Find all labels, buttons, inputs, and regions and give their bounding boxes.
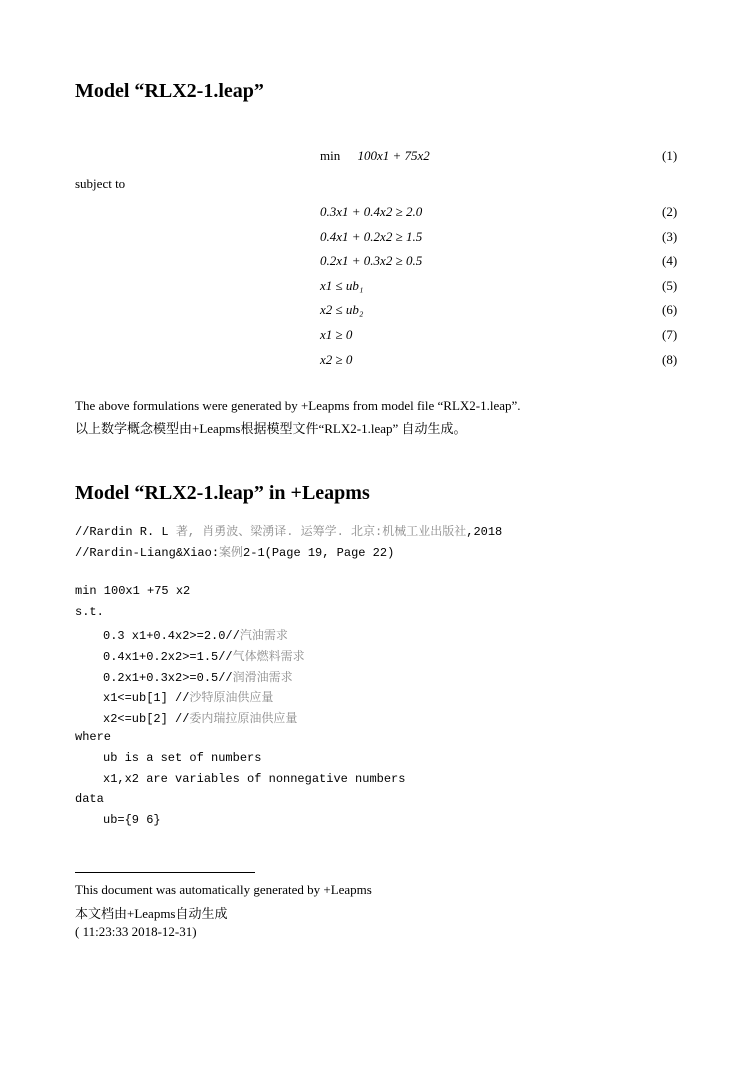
equation-number-1: (1)	[662, 148, 678, 163]
code-comment: 案例	[219, 545, 244, 560]
code-line	[103, 751, 261, 765]
equation-number: (6)	[662, 302, 678, 318]
constraint-expression: x2 ≤ ub₂	[320, 302, 364, 318]
code-line	[103, 688, 273, 705]
code-line	[75, 605, 104, 619]
constraint-expression: 0.2x1 + 0.3x2 ≥ 0.5	[320, 253, 423, 269]
subject-to-label: subject to	[75, 176, 126, 191]
code-comment: 汽油需求	[239, 629, 288, 643]
footer-line-chinese: 本文档由+Leapms自动生成	[75, 906, 228, 921]
code-text: 0.4x1+0.2x2>=1.5//	[103, 649, 233, 664]
constraint-expression: x1 ≥ 0	[320, 327, 353, 342]
code-text: s.t.	[75, 605, 104, 620]
equation-number: (5)	[662, 277, 678, 293]
code-text: ub is a set of numbers	[103, 750, 262, 765]
note-english: The above formulations were generated by +Leapms from model file “RLX2-1.leap”.	[75, 398, 521, 413]
code-comment: 沙特原油供应量	[189, 691, 274, 706]
code-comment: 委内瑞拉原油供应量	[189, 712, 298, 727]
code-text: 0.3 x1+0.4x2>=2.0//	[103, 629, 240, 643]
constraint-expression: 0.4x1 + 0.2x2 ≥ 1.5	[320, 228, 423, 244]
code-text: ub={9 6}	[103, 813, 161, 828]
code-line	[103, 709, 297, 726]
code-comment: 著, 肖勇波、梁湧译. 运筹学. 北京:机械工业出版社	[175, 525, 467, 539]
code-tail: 2-1(Page 19, Page 22)	[243, 545, 395, 560]
note-chinese: 以上数学概念模型由+Leapms根据模型文件“RLX2-1.leap” 自动生成。	[75, 421, 467, 436]
code-line	[103, 668, 293, 685]
code-line	[75, 730, 111, 744]
constraint-expression: x1 ≤ ub₁	[320, 277, 364, 293]
equation-number: (8)	[662, 351, 678, 367]
code-tail: ,2018	[466, 525, 503, 539]
code-text: data	[75, 792, 104, 807]
section1-title: Model “RLX2-1.leap”	[75, 80, 264, 102]
equation-number: (4)	[662, 253, 678, 269]
code-line	[103, 626, 288, 643]
objective-prefix: min	[320, 148, 341, 163]
code-comment: 气体燃料需求	[232, 649, 305, 664]
code-text: //Rardin-Liang&Xiao:	[75, 545, 220, 560]
objective-expression	[320, 148, 430, 164]
code-text: x1,x2 are variables of nonnegative numbers	[103, 771, 406, 786]
code-text: x2<=ub[2] //	[103, 712, 190, 727]
code-text: //Rardin R. L	[75, 525, 176, 539]
equation-number: (3)	[662, 228, 678, 244]
code-comment: 润滑油需求	[232, 670, 293, 685]
code-line	[75, 792, 104, 806]
section2-title: Model “RLX2-1.leap” in +Leapms	[75, 482, 370, 504]
constraint-expression: 0.3x1 + 0.4x2 ≥ 2.0	[320, 204, 423, 219]
code-line	[75, 584, 190, 598]
equation-number: (2)	[662, 204, 678, 219]
objective-expr: 100x1 + 75x2	[357, 148, 430, 163]
code-line	[103, 647, 305, 664]
code-line	[103, 772, 405, 786]
equation-number: (7)	[662, 327, 678, 342]
footer-line-english: This document was automatically generated by +Leapms	[75, 882, 372, 897]
constraint-expression: x2 ≥ 0	[320, 351, 353, 367]
code-line	[103, 813, 161, 827]
code-line	[75, 522, 502, 539]
code-line	[75, 543, 394, 560]
code-text: min 100x1 +75 x2	[75, 584, 191, 599]
footnote-rule	[75, 872, 255, 873]
code-text: 0.2x1+0.3x2>=0.5//	[103, 670, 233, 685]
code-text: where	[75, 730, 112, 744]
footer-timestamp: ( 11:23:33 2018-12-31)	[75, 924, 197, 939]
code-text: x1<=ub[1] //	[103, 691, 190, 706]
